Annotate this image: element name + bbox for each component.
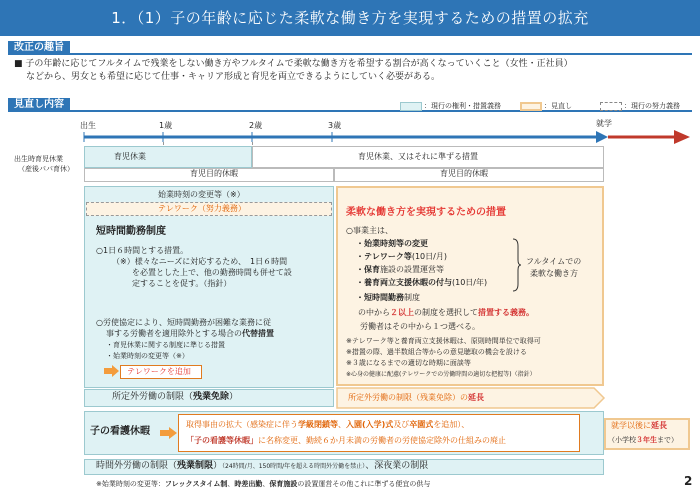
measure-4-text: (10日/年) [452,278,488,287]
short-hours-note3: 定することを促す。（指針） [132,279,232,288]
nursing-l1-b1: 学級閉鎖等 [298,420,338,429]
ext-title-pre: 就学以後に [611,421,651,430]
overtime-right-bold: 延長 [468,393,484,402]
childcare-leave-label: 育児休業 [114,152,146,161]
exemption-line2-text: 事する労働者を適用除外とする場合の [106,329,242,338]
purpose-divider [8,53,692,55]
postnatal-label-1: 出生時育児休業 [14,155,63,163]
overtime-limit-label [96,461,428,472]
measure-4-bold: ・養育両立支援休暇の付与 [356,278,452,287]
overtime-exempt-left-label [112,392,238,403]
fn-b2: 時差出勤 [234,480,263,488]
choose-obligation: 措置する義務。 [478,308,534,317]
legend-current-right: ：現行の権利・措置義務 [424,102,501,110]
timeline-age1: 1歳 [159,121,173,130]
purpose-text-line2: などから、男女とも希望に応じて仕事・キャリア形成と育児を両立できるようにしていく必要がある。 [26,72,441,82]
exemption-alternative: 代替措置 [242,329,274,338]
nursing-extension-title [611,421,667,431]
choose-two-or-more: ２以上 [390,308,414,317]
exemption-line1: ○労使協定により、短時間勤務が困難な業務に従 [96,318,271,327]
review-divider [8,110,692,112]
fn-pre: ※始業時刻の変更等： [96,480,165,488]
nursing-l2-post: に名称変更、勤続６か月未満の労働者の労使協定除外の仕組みの廃止 [258,436,506,445]
fn-c2: 、 [262,480,270,488]
nursing-l1-mid2: 及び [393,420,410,429]
fn-b3: 保育施設 [269,480,298,488]
measure-3-bold: ・保育 [356,265,380,274]
measure-5 [356,293,420,303]
measure-4 [356,278,487,288]
start-time-change: 始業時刻の変更等（※） [158,190,245,199]
alt-measure-1: ・育児休業に関する制度に準じる措置 [106,341,225,349]
overtime-extension-label [348,393,484,403]
ext-title-bold: 延長 [651,421,667,430]
ext-sub-post: まで） [657,436,678,444]
purpose-leave-left-label: 育児目的休暇 [190,169,238,178]
brace-label-1: フルタイムでの [526,257,582,266]
purpose-leave-right-label: 育児目的休暇 [440,169,488,178]
short-hours-p1: ○1日６時間とする措置。 [96,246,189,255]
ol-bold: 残業制限 [177,461,214,471]
nursing-l1-b2: 入園(入学)式 [346,420,394,429]
add-arrow-icon [104,365,120,377]
footnote [96,480,430,488]
nursing-arrow-icon [160,427,178,439]
note-1: ※テレワーク等と養育両立支援休暇は、原則時間単位で取得可 [346,337,541,345]
employer-intro: ○事業主は、 [346,226,393,235]
brace-label-2: 柔軟な働き方 [530,269,578,278]
timeline-school: 就学 [596,119,612,128]
measure-5-text: 制度 [404,293,420,302]
childcare-equiv-label: 育児休業、又はそれに準ずる措置 [358,152,478,161]
timeline-arrow [80,128,695,146]
measure-1-bold: ・始業時刻等の変更 [356,239,428,248]
short-hours-note2: を必置とした上で、他の勤務時間も併せて設 [132,268,292,277]
nursing-l1-mid: 、 [338,420,346,429]
legend-swatch-revised [520,102,542,111]
ol-pre: 時間外労働の制限（ [96,461,178,471]
ext-sub-pre: （小学校 [608,436,636,444]
fn-b1: フレックスタイム制 [164,480,228,488]
measure-3-text: 施設の設置運営等 [380,265,444,274]
ol-small: （24時間/月、150時間/年を超える時間外労働を禁止） [222,463,366,470]
overtime-left-post: ） [229,392,239,402]
postnatal-label-2: （産後パパ育休） [18,165,74,173]
nursing-l1-post: を追加）、 [433,420,470,429]
timeline-age2: 2歳 [249,121,263,130]
legend-swatch-current-effort [600,102,622,111]
page-number: 2 [684,474,693,488]
choose-two [358,308,534,318]
nursing-extension-sub [608,436,678,444]
overtime-left-pre: 所定外労働の制限（ [112,392,194,402]
note-4: ※心身の健康に配慮(テレワークでの労働時間の適切な把握等)（指針） [346,371,536,378]
purpose-label: 改正の趣旨 [8,41,70,55]
short-hours-note1: （※）様々なニーズに対応するため、 1日６時間 [112,257,288,266]
choose-pre: の中から [358,308,390,317]
measure-3 [356,265,444,275]
telework-effort: テレワーク（努力義務） [158,204,246,213]
purpose-text-line1: ■ 子の年齢に応じてフルタイムで残業をしない働き方やフルタイムで柔軟な働き方を希望する割合が高くなっていくこと（女性・正社員） [14,59,573,69]
nursing-change-line1 [186,420,469,430]
ol-post: ） [213,461,223,471]
measure-5-bold: ・短時間勤務 [356,293,404,302]
note-3: ※３歳になるまでの適切な時期に面談等 [346,359,471,367]
exemption-line2 [106,329,274,339]
measure-2 [356,252,447,262]
measure-2-bold: ・テレワーク等 [356,252,412,261]
ol-night: 、深夜業の制限 [365,461,429,471]
review-label: 見直し内容 [8,98,70,112]
overtime-left-bold: 残業免除 [193,392,230,402]
short-hours-heading: 短時間勤務制度 [96,226,166,237]
ext-sub-bold: ３年生 [636,436,657,444]
timeline-age3: 3歳 [328,121,342,130]
flexible-heading: 柔軟な働き方を実現するための措置 [346,207,506,218]
timeline-birth: 出生 [80,121,96,130]
measure-2-text: (10日/月) [411,252,447,261]
worker-choice: 労働者はその中から１つ選べる。 [360,322,480,331]
alt-measure-2: ・始業時刻の変更等（※） [106,352,189,360]
choose-mid: の制度を選択して [414,308,478,317]
brace-icon [512,238,522,292]
legend-swatch-current-right [400,102,422,111]
legend-current-effort: ：現行の努力義務 [624,102,680,110]
measure-1 [356,239,428,249]
legend-revised: ：見直し [544,102,572,110]
add-telework: テレワークを追加 [127,367,191,376]
nursing-l2-bold: 「子の看護等休暇」 [186,436,258,445]
overtime-right-pre: 所定外労働の制限（残業免除）の [348,393,468,402]
page-title: 1．（1）子の年齢に応じた柔軟な働き方を実現するための措置の拡充 [0,0,700,36]
nursing-change-line2 [186,436,506,446]
childcare-leave-bar [84,146,252,168]
nursing-l1-pre: 取得事由の拡大（感染症に伴う [186,420,298,429]
nursing-leave-label: 子の看護休暇 [90,426,150,437]
fn-c1: 、 [227,480,235,488]
nursing-l1-b3: 卒園式 [409,420,434,429]
fn-post: の設置運営その他これに準ずる便宜の供与 [297,480,431,488]
note-2: ※措置の際、過半数組合等からの意見聴取の機会を設ける [346,348,527,356]
